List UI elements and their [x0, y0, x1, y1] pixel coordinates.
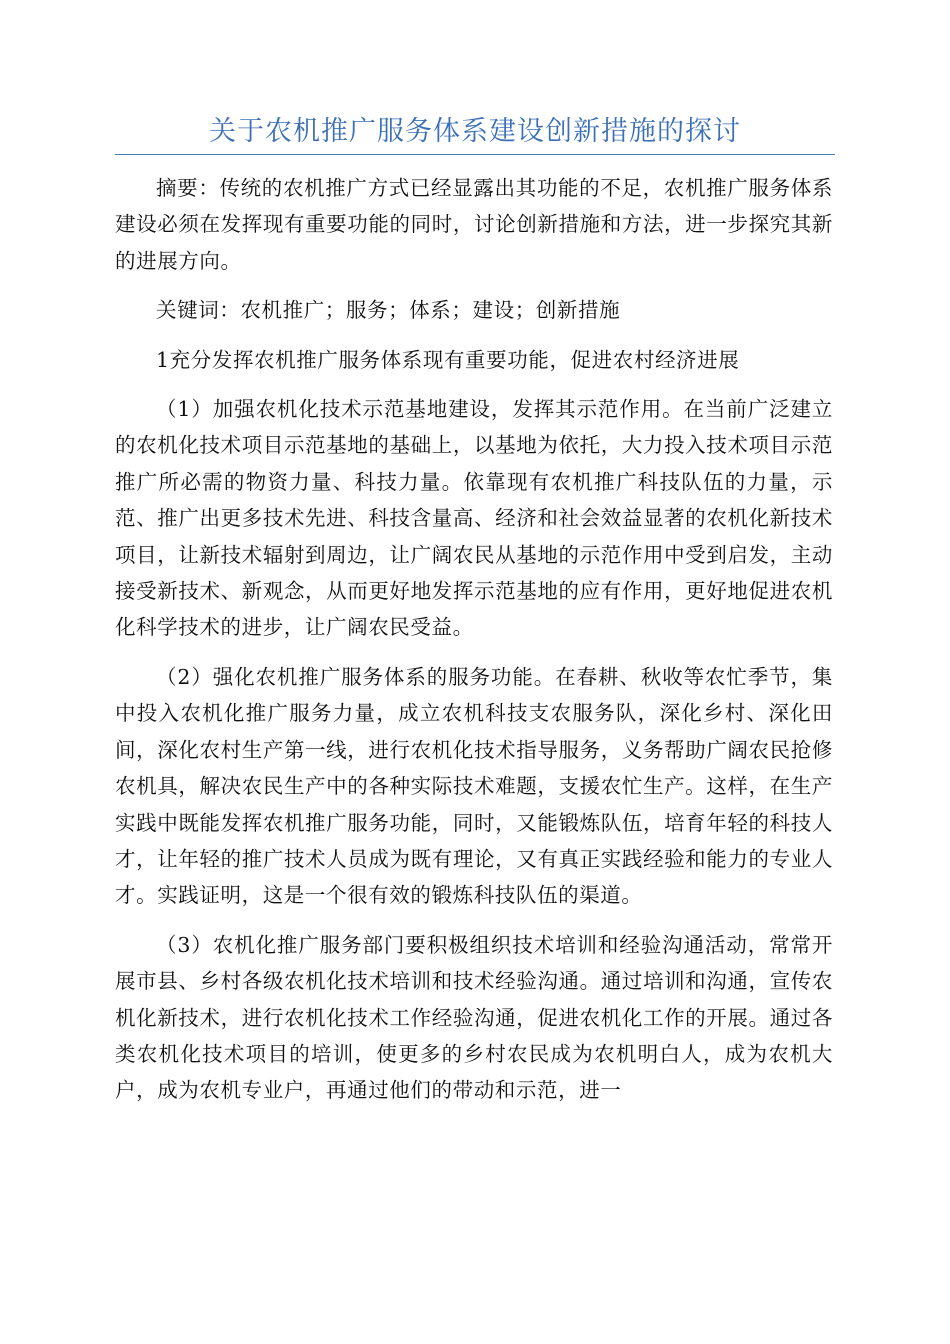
body-paragraph-3: （3）农机化推广服务部门要积极组织技术培训和经验沟通活动，常常开展市县、乡村各级农机化技术培训和技术经验沟通。通过培训和沟通，宣传农机化新技术，进行农机化技术工作经验沟通，促进农机化工作的开展。通过各类农机化技术项目的培训，使更多的乡村农民成为农机明白人，成为农机大户，成为农机专业户，再通过他们的带动和示范，进一: [115, 932, 833, 1103]
body-paragraph-2: （2）强化农机推广服务体系的服务功能。在春耕、秋收等农忙季节，集中投入农机化推广服务力量，成立农机科技支农服务队，深化乡村、深化田间，深化农村生产第一线，进行农机化技术指导服务，义务帮助广阔农民抢修农机具，解决农民生产中的各种实际技术难题，支援农忙生产。这样，在生产实践中既能发挥农机推广服务功能，同时，又能锻炼队伍，培育年轻的科技人才，让年轻的推广技术人员成为既有理论，又有真正实践经验和能力的专业人才。实践证明，这是一个很有效的锻炼科技队伍的渠道。: [115, 664, 833, 908]
keywords-paragraph: 关键词：农机推广；服务；体系；建设；创新措施: [156, 298, 621, 323]
document-body: [115, 170, 833, 1122]
section-heading: 1充分发挥农机推广服务体系现有重要功能，促进农村经济进展: [156, 347, 740, 372]
abstract-paragraph: 摘要：传统的农机推广方式已经显露出其功能的不足，农机推广服务体系建设必须在发挥现有重要功能的同时，讨论创新措施和方法，进一步探究其新的进展方向。: [115, 176, 833, 273]
title-underline: [115, 154, 835, 155]
body-paragraph-1: （1）加强农机化技术示范基地建设，发挥其示范作用。在当前广泛建立的农机化技术项目示范基地的基础上，以基地为依托，大力投入技术项目示范推广所必需的物资力量、科技力量。依靠现有农机推广科技队伍的力量，示范、推广出更多技术先进、科技含量高、经济和社会效益显著的农机化新技术项目，让新技术辐射到周边，让广阔农民从基地的示范作用中受到启发，主动接受新技术、新观念，从而更好地发挥示范基地的应有作用，更好地促进农机化科学技术的进步，让广阔农民受益。: [115, 397, 833, 640]
document-title: 关于农机推广服务体系建设创新措施的探讨: [209, 116, 741, 147]
